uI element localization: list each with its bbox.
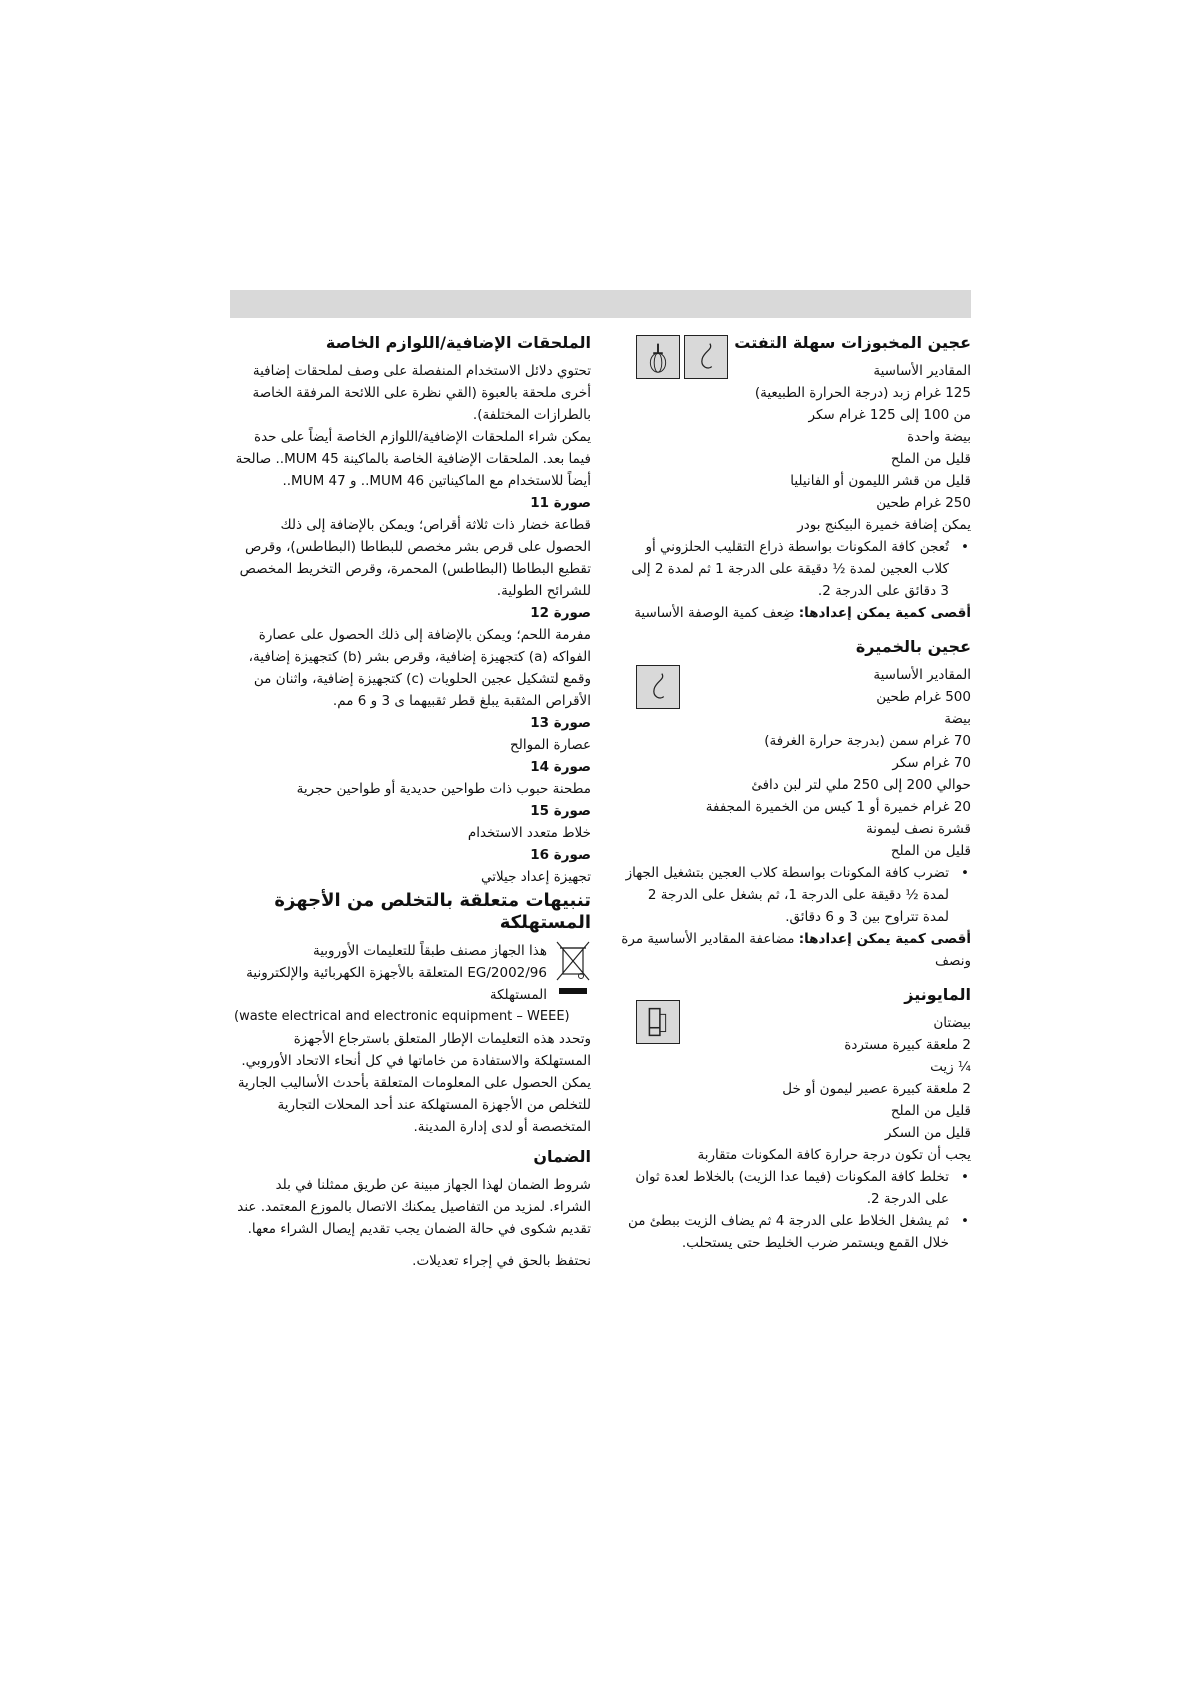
section-title: المايونيز xyxy=(904,985,971,1004)
ingredient: من 100 إلى 125 غرام سكر xyxy=(808,407,971,423)
mayonnaise-section xyxy=(620,982,971,1254)
info-column xyxy=(234,330,591,1272)
figure-label: صورة 11 xyxy=(530,495,591,511)
section-title: الضمان xyxy=(533,1147,591,1166)
step: • تضرب كافة المكونات بواسطة كلاب العجين بتشغيل الجهاز لمدة ½ دقيقة على الدرجة 1، ثم بشغل على الدرجة 2 لمدة تتراوح بين 3 و 6 دقائق. xyxy=(620,862,949,928)
section-title: تنبيهات متعلقة بالتخلص من الأجهزة المستهلكة xyxy=(274,890,591,933)
ingredient: قليل من الملح xyxy=(890,451,971,467)
ingredient: بيضة واحدة xyxy=(907,429,971,445)
step: • ثم يشغل الخلاط على الدرجة 4 ثم يضاف الزيت ببطئ من خلال القمع ويستمر ضرب الخليط حتى يستحلب. xyxy=(620,1210,949,1254)
paragraph: يمكن شراء الملحقات الإضافية/اللوازم الخاصة أيضاً على حدة فيما بعد. الملحقات الإضافية الخاصة بالماكينة MUM 45.. صالحة أيضاً للاستخدام مع الماكيناتين MUM 46.. و MUM 47.. xyxy=(235,429,591,489)
figure-label: صورة 16 xyxy=(530,847,591,863)
ingredient: قشرة نصف ليمونة xyxy=(865,821,971,837)
ingredient: بيضتان xyxy=(933,1015,971,1031)
ingredient: قليل من السكر xyxy=(884,1125,971,1141)
ingredient: 250 غرام طحين xyxy=(876,495,971,511)
max-label: أقصى كمية يمكن إعدادها: xyxy=(798,605,971,621)
header-bar xyxy=(230,290,971,318)
max-value: ضِعف كمية الوصفة الأساسية xyxy=(634,605,799,621)
ingredients-label: المقادير الأساسية xyxy=(873,363,971,379)
figure-text: قطاعة خضار ذات ثلاثة أقراص؛ ويمكن بالإضافة إلى ذلك الحصول على قرص بشر مخصص للبطاطا (البطاطس)، وقرص تقطيع البطاطا (البطاطس) المحمرة، وقرص التخريط المخصص للشرائح الطولية. xyxy=(239,517,591,599)
ingredient: 70 غرام سمن (بدرجة حرارة الغرفة) xyxy=(764,733,971,749)
max-label: أقصى كمية يمكن إعدادها: xyxy=(798,931,971,947)
figure-text: تجهيزة إعداد جيلاتي xyxy=(480,869,591,885)
section-title: عجين المخبوزات سهلة التفتت xyxy=(734,333,971,352)
weee-english: (waste electrical and electronic equipment – WEEE) xyxy=(234,1009,570,1024)
step: • تُعجن كافة المكونات بواسطة ذراع التقليب الحلزوني أو كلاب العجين لمدة ½ دقيقة على الدرجة 1 ثم لمدة 2 إلى 3 دقائق على الدرجة 2. xyxy=(620,536,949,602)
disposal-section xyxy=(234,890,591,1138)
figure-label: صورة 15 xyxy=(530,803,591,819)
figure-text: عصارة الموالح xyxy=(510,737,591,753)
ingredient: يمكن إضافة خميرة البيكنج بودر xyxy=(797,517,971,533)
figure-text: مطحنة حبوب ذات طواحين حديدية أو طواحين حجرية xyxy=(296,781,591,797)
shortcrust-section xyxy=(620,330,971,624)
accessories-section xyxy=(234,330,591,888)
paragraph: شروط الضمان لهذا الجهاز مبينة عن طريق ممثلنا في بلد الشراء. لمزيد من التفاصيل يمكنك الاتصال بالموزع المعتمد. عند تقديم شكوى في حالة الضمان يجب تقديم إيصال الشراء معها. xyxy=(237,1177,591,1237)
figure-label: صورة 12 xyxy=(530,605,591,621)
step: • تخلط كافة المكونات (فيما عدا الزيت) بالخلاط لعدة ثوان على الدرجة 2. xyxy=(620,1166,949,1210)
figure-text: مفرمة اللحم؛ ويمكن بالإضافة إلى ذلك الحصول على عصارة الفواكه (a) كتجهيزة إضافية، وقرص بشر (b) كتجهيزة إضافية، وقمع لتشكيل عجين الحلويات (c) كتجهيزة إضافية، واثنان من الأقراص المثقبة يبلغ قطر ثقبيهما ى 3 و 6 مم. xyxy=(248,627,591,709)
warranty-section xyxy=(234,1144,591,1240)
max-value: مضاعفة المقادير الأساسية مرة ونصف xyxy=(621,931,971,969)
paragraph: تحتوي دلائل الاستخدام المنفصلة على وصف لملحقات إضافية أخرى ملحقة بالعبوة (القي نظرة على اللائحة المرفقة الخاصة بالطرازات المختلفة). xyxy=(252,363,591,423)
ingredient: 500 غرام طحين xyxy=(876,689,971,705)
ingredient: 20 غرام خميرة أو 1 كيس من الخميرة المجففة xyxy=(705,799,971,815)
figure-label: صورة 13 xyxy=(530,715,591,731)
ingredient: قليل من الملح xyxy=(890,1103,971,1119)
recipes-column xyxy=(620,330,971,1254)
ingredient: 2 ملعقة كبيرة عصير ليمون أو خل xyxy=(782,1081,971,1097)
ingredient: حوالي 200 إلى 250 ملي لتر لبن دافئ xyxy=(751,777,971,793)
ingredient: بيضة xyxy=(944,711,971,727)
figure-label: صورة 14 xyxy=(530,759,591,775)
ingredient: 2 ملعقة كبيرة مستردة xyxy=(844,1037,971,1053)
footer-note: نحتفظ بالحق في إجراء تعديلات. xyxy=(412,1253,591,1269)
ingredient: 70 غرام سكر xyxy=(892,755,971,771)
weee-bin-icon xyxy=(555,940,591,1000)
ingredient: 125 غرام زبد (درجة الحرارة الطبيعية) xyxy=(754,385,971,401)
ingredients-label: المقادير الأساسية xyxy=(873,667,971,683)
ingredient: قليل من قشر الليمون أو الفانيليا xyxy=(790,473,971,489)
ingredient: يجب أن تكون درجة حرارة كافة المكونات متقاربة xyxy=(697,1147,971,1163)
weee-text: هذا الجهاز مصنف طبقاً للتعليمات الأوروبية 2002/96/EG المتعلقة بالأجهزة الكهربائية والإلكترونية المستهلكة xyxy=(246,943,547,1003)
yeast-section xyxy=(620,634,971,972)
section-title: الملحقات الإضافية/اللوازم الخاصة xyxy=(325,333,591,352)
section-title: عجين بالخميرة xyxy=(855,637,971,656)
paragraph: وتحدد هذه التعليمات الإطار المتعلق باسترجاع الأجهزة المستهلكة والاستفادة من خاماتها في كل أنحاء الاتحاد الأوروبي. يمكن الحصول على المعلومات المتعلقة بأحدث الأساليب الجارية للتخلص من الأجهزة المستهلكة عند أحد المحلات التجارية المتخصصة أو لدى إدارة المدينة. xyxy=(237,1031,591,1135)
figure-text: خلاط متعدد الاستخدام xyxy=(467,825,591,841)
ingredient: ¼ زيت xyxy=(930,1059,971,1075)
ingredient: قليل من الملح xyxy=(890,843,971,859)
